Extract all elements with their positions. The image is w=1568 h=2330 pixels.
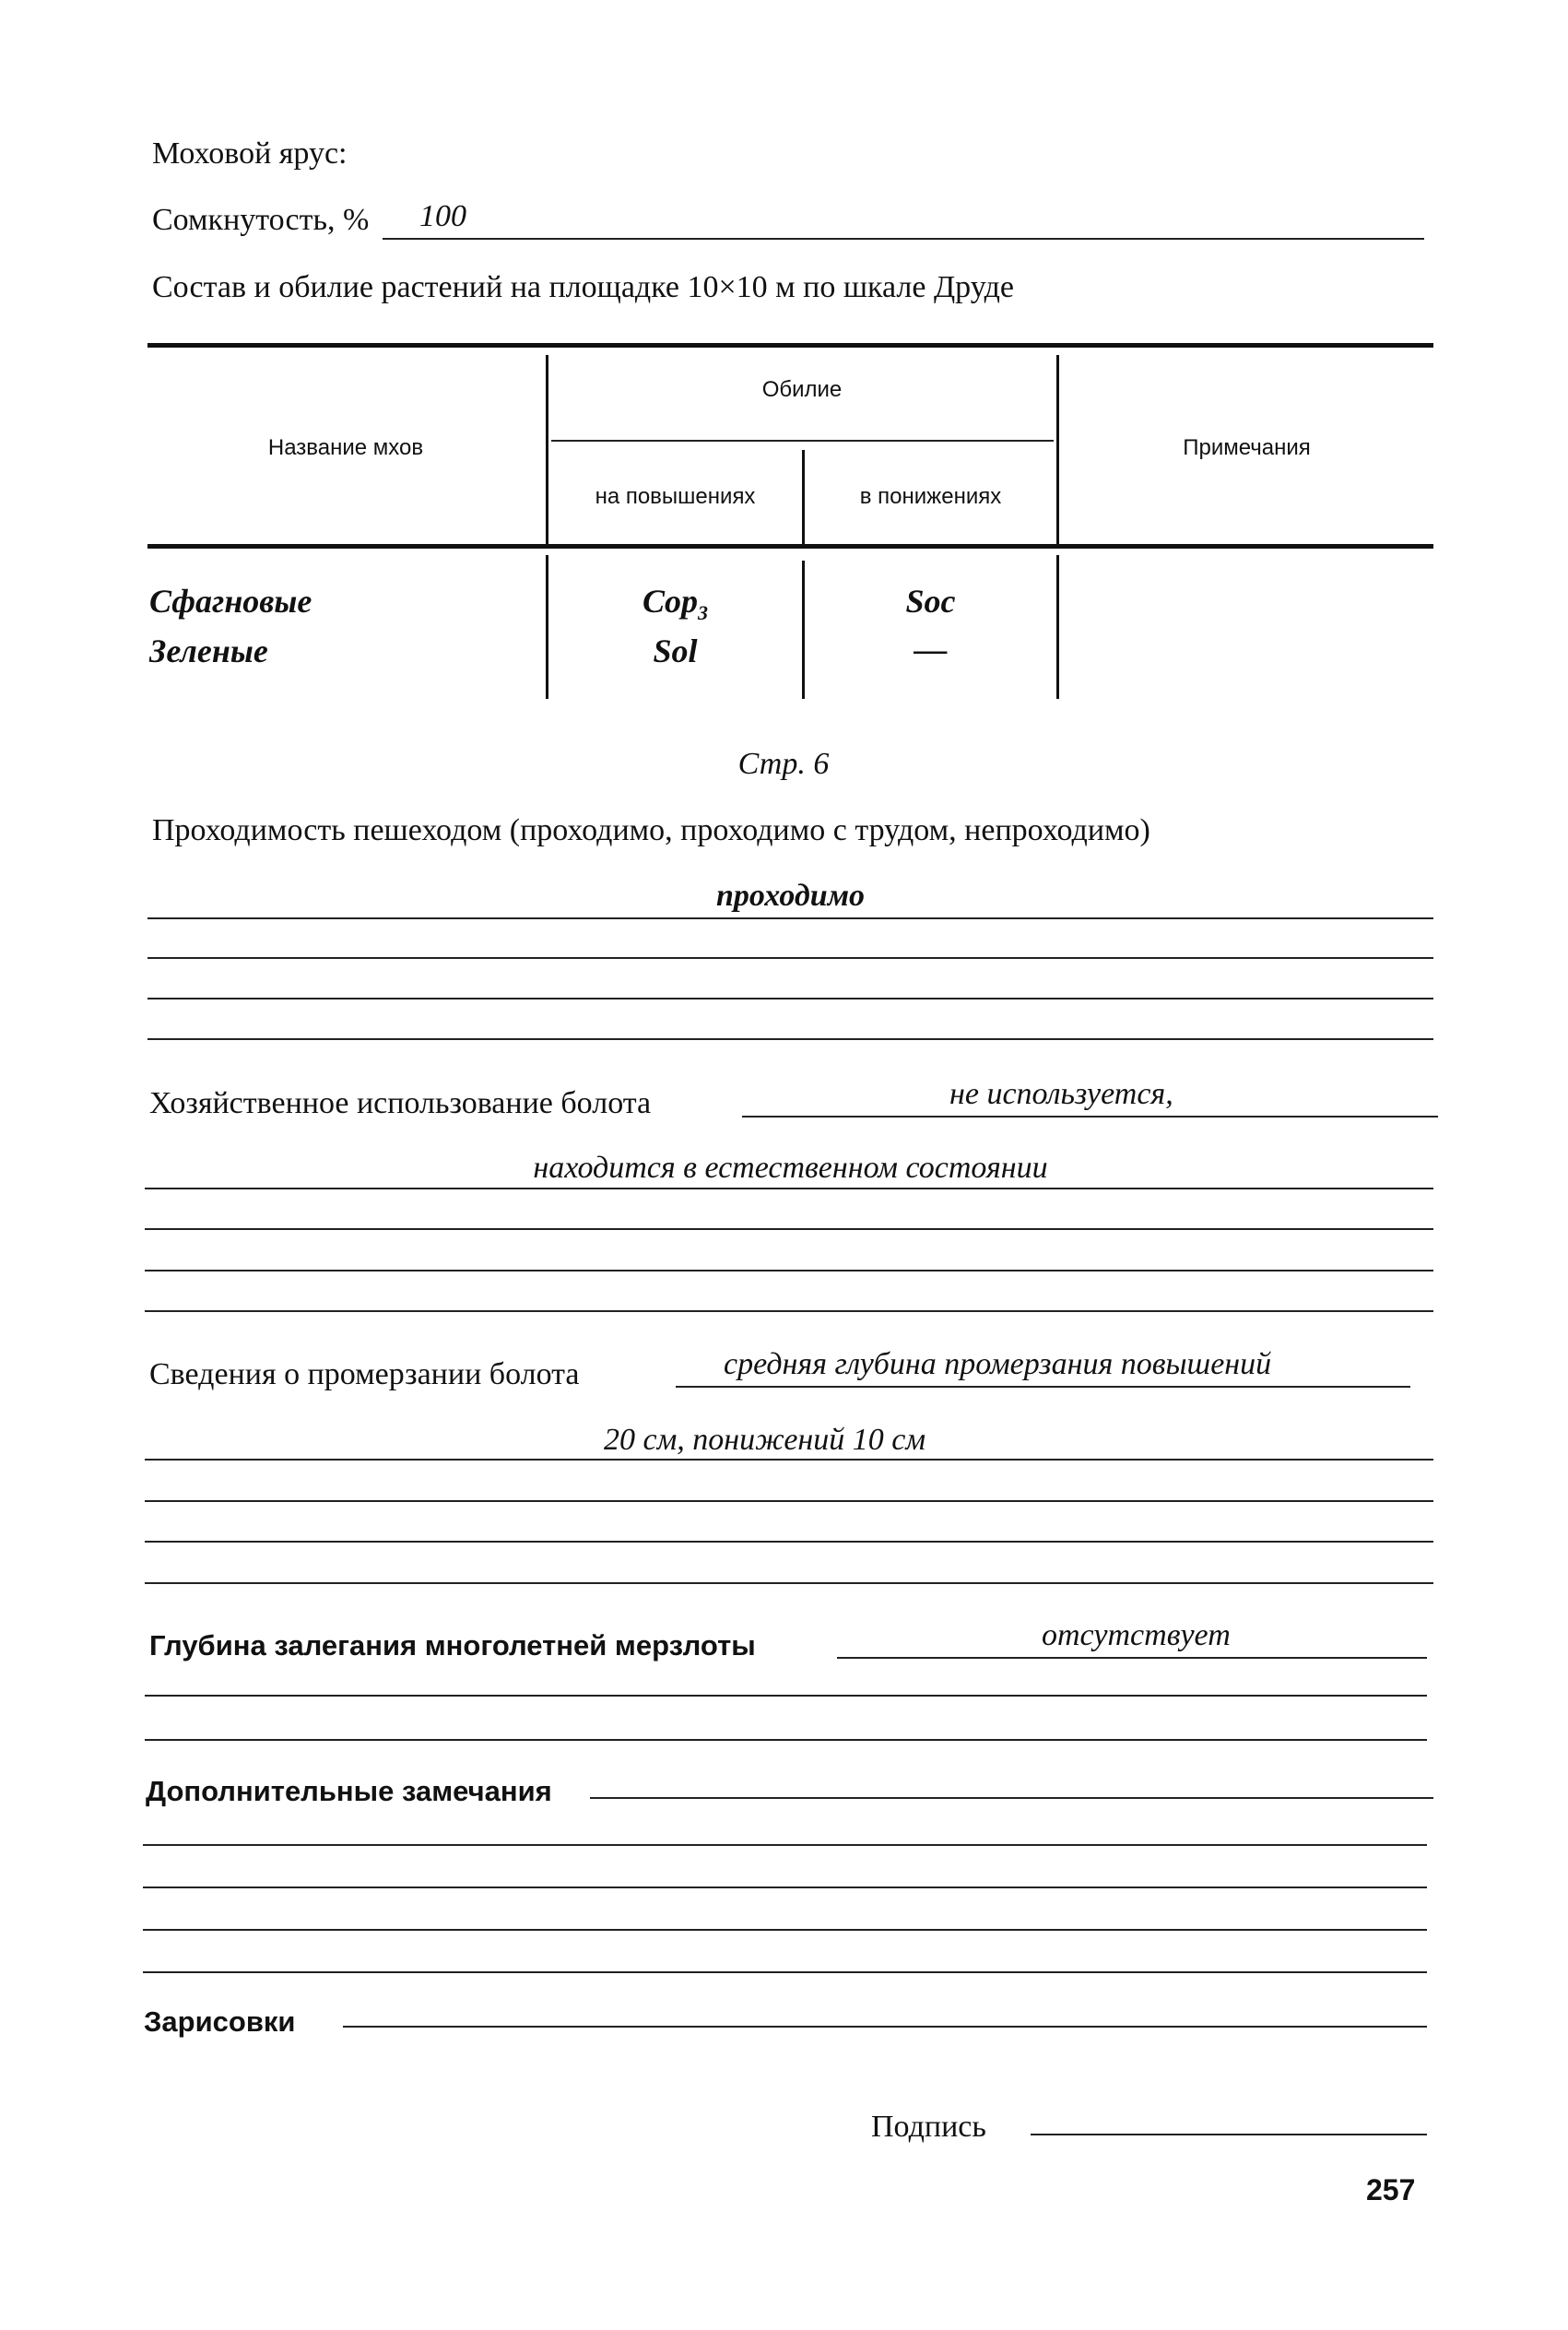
header-moss-name: Название мхов	[267, 435, 424, 460]
closeness-field-line	[383, 238, 1424, 240]
freezing-value-2[interactable]: 20 см, понижений 10 см	[604, 1423, 926, 1457]
freezing-line[interactable]	[145, 1500, 1433, 1502]
elevated-subscript: 3	[698, 601, 708, 625]
moss-layer-title: Моховой ярус:	[152, 136, 348, 171]
table-divider	[802, 561, 805, 699]
page-number: 257	[1366, 2173, 1416, 2206]
elevated-value: Cop	[642, 583, 698, 620]
table-top-rule	[147, 343, 1433, 348]
elevated-cell: Sol	[653, 633, 698, 669]
header-notes: Примечания	[1183, 435, 1311, 460]
permafrost-line[interactable]	[145, 1739, 1427, 1741]
signature-label: Подпись	[871, 2110, 986, 2144]
sketches-label: Зарисовки	[144, 2005, 296, 2038]
table-header-rule	[147, 544, 1433, 549]
economic-use-line[interactable]	[145, 1270, 1433, 1271]
closeness-label: Сомкнутость, %	[152, 203, 370, 237]
closeness-value[interactable]: 100	[419, 199, 466, 233]
additional-remarks-line[interactable]	[143, 1844, 1427, 1846]
permafrost-value[interactable]: отсутствует	[1042, 1618, 1231, 1652]
passability-line[interactable]	[147, 1038, 1433, 1040]
economic-use-value-2[interactable]: находится в естественном состоянии	[533, 1151, 1048, 1185]
freezing-line[interactable]	[145, 1459, 1433, 1461]
passability-line[interactable]	[147, 917, 1433, 919]
moss-name-cell: Сфагновые	[149, 583, 312, 620]
passability-value[interactable]: проходимо	[715, 879, 865, 913]
additional-remarks-line[interactable]	[143, 1971, 1427, 1973]
passability-line[interactable]	[147, 957, 1433, 959]
additional-remarks-line[interactable]	[143, 1886, 1427, 1888]
permafrost-label: Глубина залегания многолетней мерзлоты	[149, 1629, 756, 1662]
economic-use-line[interactable]	[145, 1228, 1433, 1230]
freezing-value-1[interactable]: средняя глубина промерзания повышений	[724, 1347, 1272, 1381]
depressed-cell: Soc	[905, 583, 956, 620]
passability-line[interactable]	[147, 998, 1433, 999]
page-marker: Стр. 6	[737, 747, 830, 781]
permafrost-line[interactable]	[145, 1695, 1427, 1697]
signature-line[interactable]	[1031, 2134, 1427, 2135]
freezing-line[interactable]	[145, 1541, 1433, 1543]
depressed-cell: —	[914, 631, 948, 668]
table-divider	[1056, 355, 1059, 544]
header-depressed: в понижениях	[859, 484, 1002, 509]
economic-use-label: Хозяйственное использование болота	[149, 1086, 652, 1120]
table-divider	[1056, 555, 1059, 699]
table-divider	[546, 555, 548, 699]
economic-use-value-1[interactable]: не используется,	[949, 1077, 1173, 1111]
header-elevated: на повышениях	[595, 484, 756, 509]
freezing-label: Сведения о промерзании болота	[149, 1357, 580, 1391]
header-abundance: Обилие	[761, 377, 843, 402]
economic-use-line[interactable]	[145, 1310, 1433, 1312]
permafrost-line[interactable]	[837, 1657, 1427, 1659]
additional-remarks-label: Дополнительные замечания	[146, 1775, 552, 1807]
freezing-line[interactable]	[676, 1386, 1410, 1388]
sketches-line[interactable]	[343, 2026, 1427, 2028]
passability-label: Проходимость пешеходом (проходимо, проходимо с трудом, непроходимо)	[152, 813, 1150, 847]
abundance-sub-rule	[551, 440, 1054, 442]
composition-label: Состав и обилие растений на площадке 10×10 м по шкале Друде	[152, 270, 1014, 304]
elevated-cell	[548, 585, 802, 623]
economic-use-line[interactable]	[742, 1116, 1438, 1118]
additional-remarks-line[interactable]	[590, 1797, 1433, 1799]
economic-use-line[interactable]	[145, 1188, 1433, 1189]
moss-name-cell: Зеленые	[149, 633, 268, 669]
freezing-line[interactable]	[145, 1582, 1433, 1584]
additional-remarks-line[interactable]	[143, 1929, 1427, 1931]
